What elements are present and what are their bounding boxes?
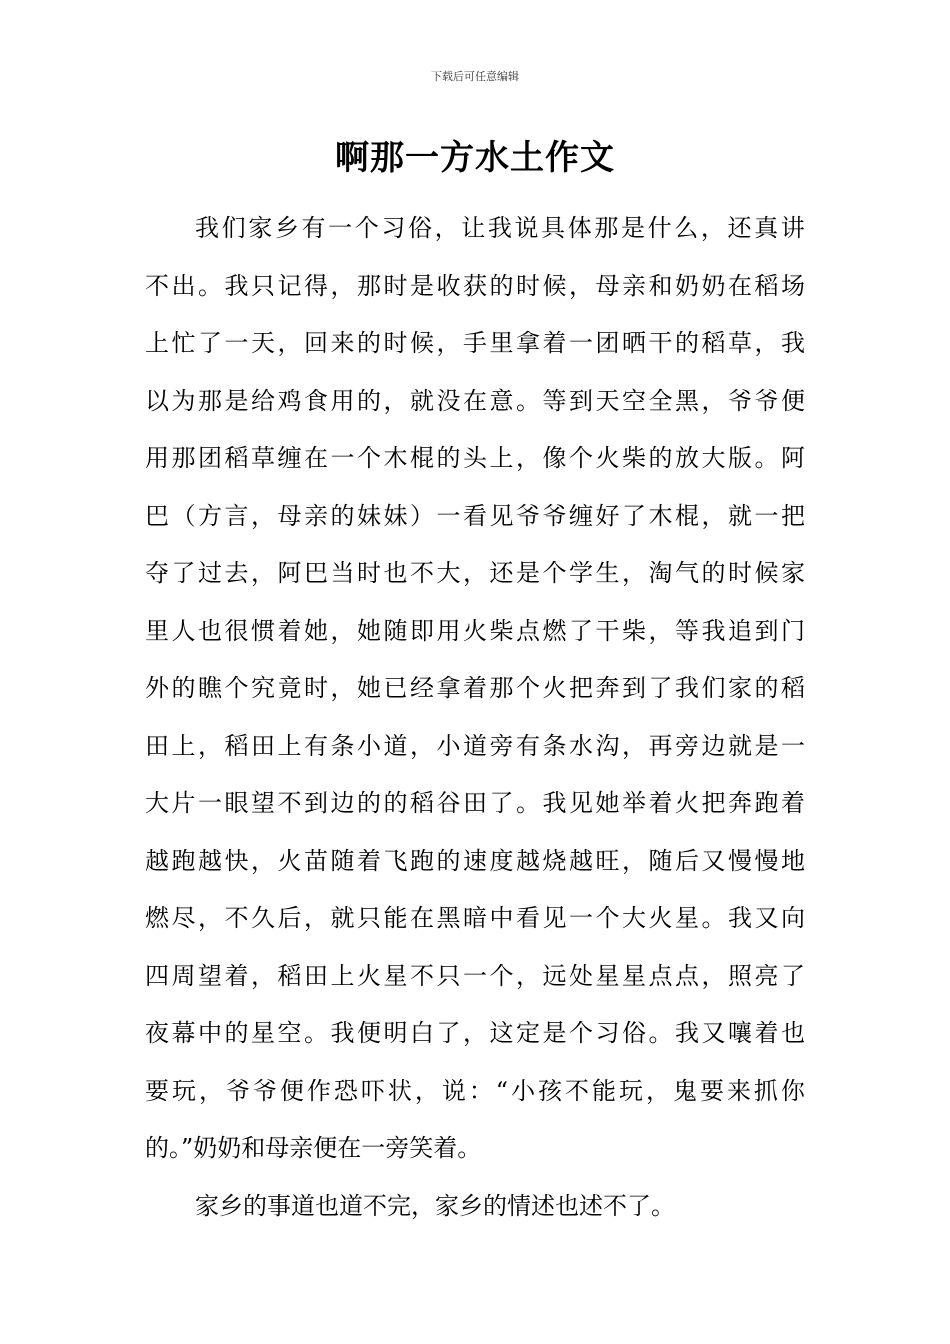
header-note: 下载后可任意编辑 (431, 70, 519, 83)
text-line: 大 片 一 眼 望 不 到 边 的 的 稻 谷 田 了 。 我 见 她 举 着 火 把 奔 跑 着 (145, 789, 805, 817)
text-line: 巴 （ 方 言 ， 母 亲 的 妹 妹 ） 一 看 见 爷 爷 缠 好 了 木 棍 ， 就 一 把 (145, 501, 805, 530)
text-line: 我 们 家 乡 有 一 个 习 俗 ， 让 我 说 具 体 那 是 什 么 ， 还 真 讲 (195, 214, 805, 242)
text-line: 要 玩 ， 爷 爷 便 作 恐 吓 状 ， 说 ： “ 小 孩 不 能 玩 ， 鬼 要 来 抓 你 (145, 1076, 805, 1105)
text-line: 燃 尽 ， 不 久 后 ， 就 只 能 在 黑 暗 中 看 见 一 个 大 火 星 。 我 又 向 (145, 904, 805, 932)
text-line: 夜 幕 中 的 星 空 。 我 便 明 白 了 ， 这 定 是 个 习 俗 。 我 又 嚷 着 也 (145, 1019, 805, 1047)
text-line: 田 上 ， 稻 田 上 有 条 小 道 ， 小 道 旁 有 条 水 沟 ， 再 旁 边 就 是 一 (145, 731, 805, 760)
text-line: 里 人 也 很 惯 着 她 ， 她 随 即 用 火 柴 点 燃 了 干 柴 ， 等 我 追 到 门 (145, 616, 805, 645)
text-line: 不 出 。 我 只 记 得 ， 那 时 是 收 获 的 时 候 ， 母 亲 和 奶 奶 在 稻 场 (145, 271, 805, 300)
text-line: 四 周 望 着 ， 稻 田 上 火 星 不 只 一 个 ， 远 处 星 星 点 点 ， 照 亮 了 (145, 961, 805, 990)
text-line: 以 为 那 是 给 鸡 食 用 的 ， 就 没 在 意 。 等 到 天 空 全 黑 ， 爷 爷 便 (145, 386, 805, 415)
essay-body (145, 200, 805, 1235)
text-line: 夺 了 过 去 ， 阿 巴 当 时 也 不 大 ， 还 是 个 学 生 ， 淘 气 的 时 候 家 (145, 559, 805, 587)
text-line: 家乡的事道也道不完，家乡的情述也述不了。 (195, 1191, 675, 1220)
text-line: 越 跑 越 快 ， 火 苗 随 着 飞 跑 的 速 度 越 烧 越 旺 ， 随 后 又 慢 慢 地 (145, 846, 805, 875)
text-line: 外 的 瞧 个 究 竟 时 ， 她 已 经 拿 着 那 个 火 把 奔 到 了 我 们 家 的 稻 (145, 674, 805, 702)
text-line: 上 忙 了 一 天 ， 回 来 的 时 候 ， 手 里 拿 着 一 团 晒 干 的 稻 草 ， 我 (145, 329, 805, 357)
text-line: 用 那 团 稻 草 缠 在 一 个 木 棍 的 头 上 ， 像 个 火 柴 的 放 大 版 。 阿 (145, 444, 805, 472)
page-title: 啊那一方水土作文 (335, 138, 615, 178)
text-line: 的。”奶奶和母亲便在一旁笑着。 (145, 1134, 482, 1162)
